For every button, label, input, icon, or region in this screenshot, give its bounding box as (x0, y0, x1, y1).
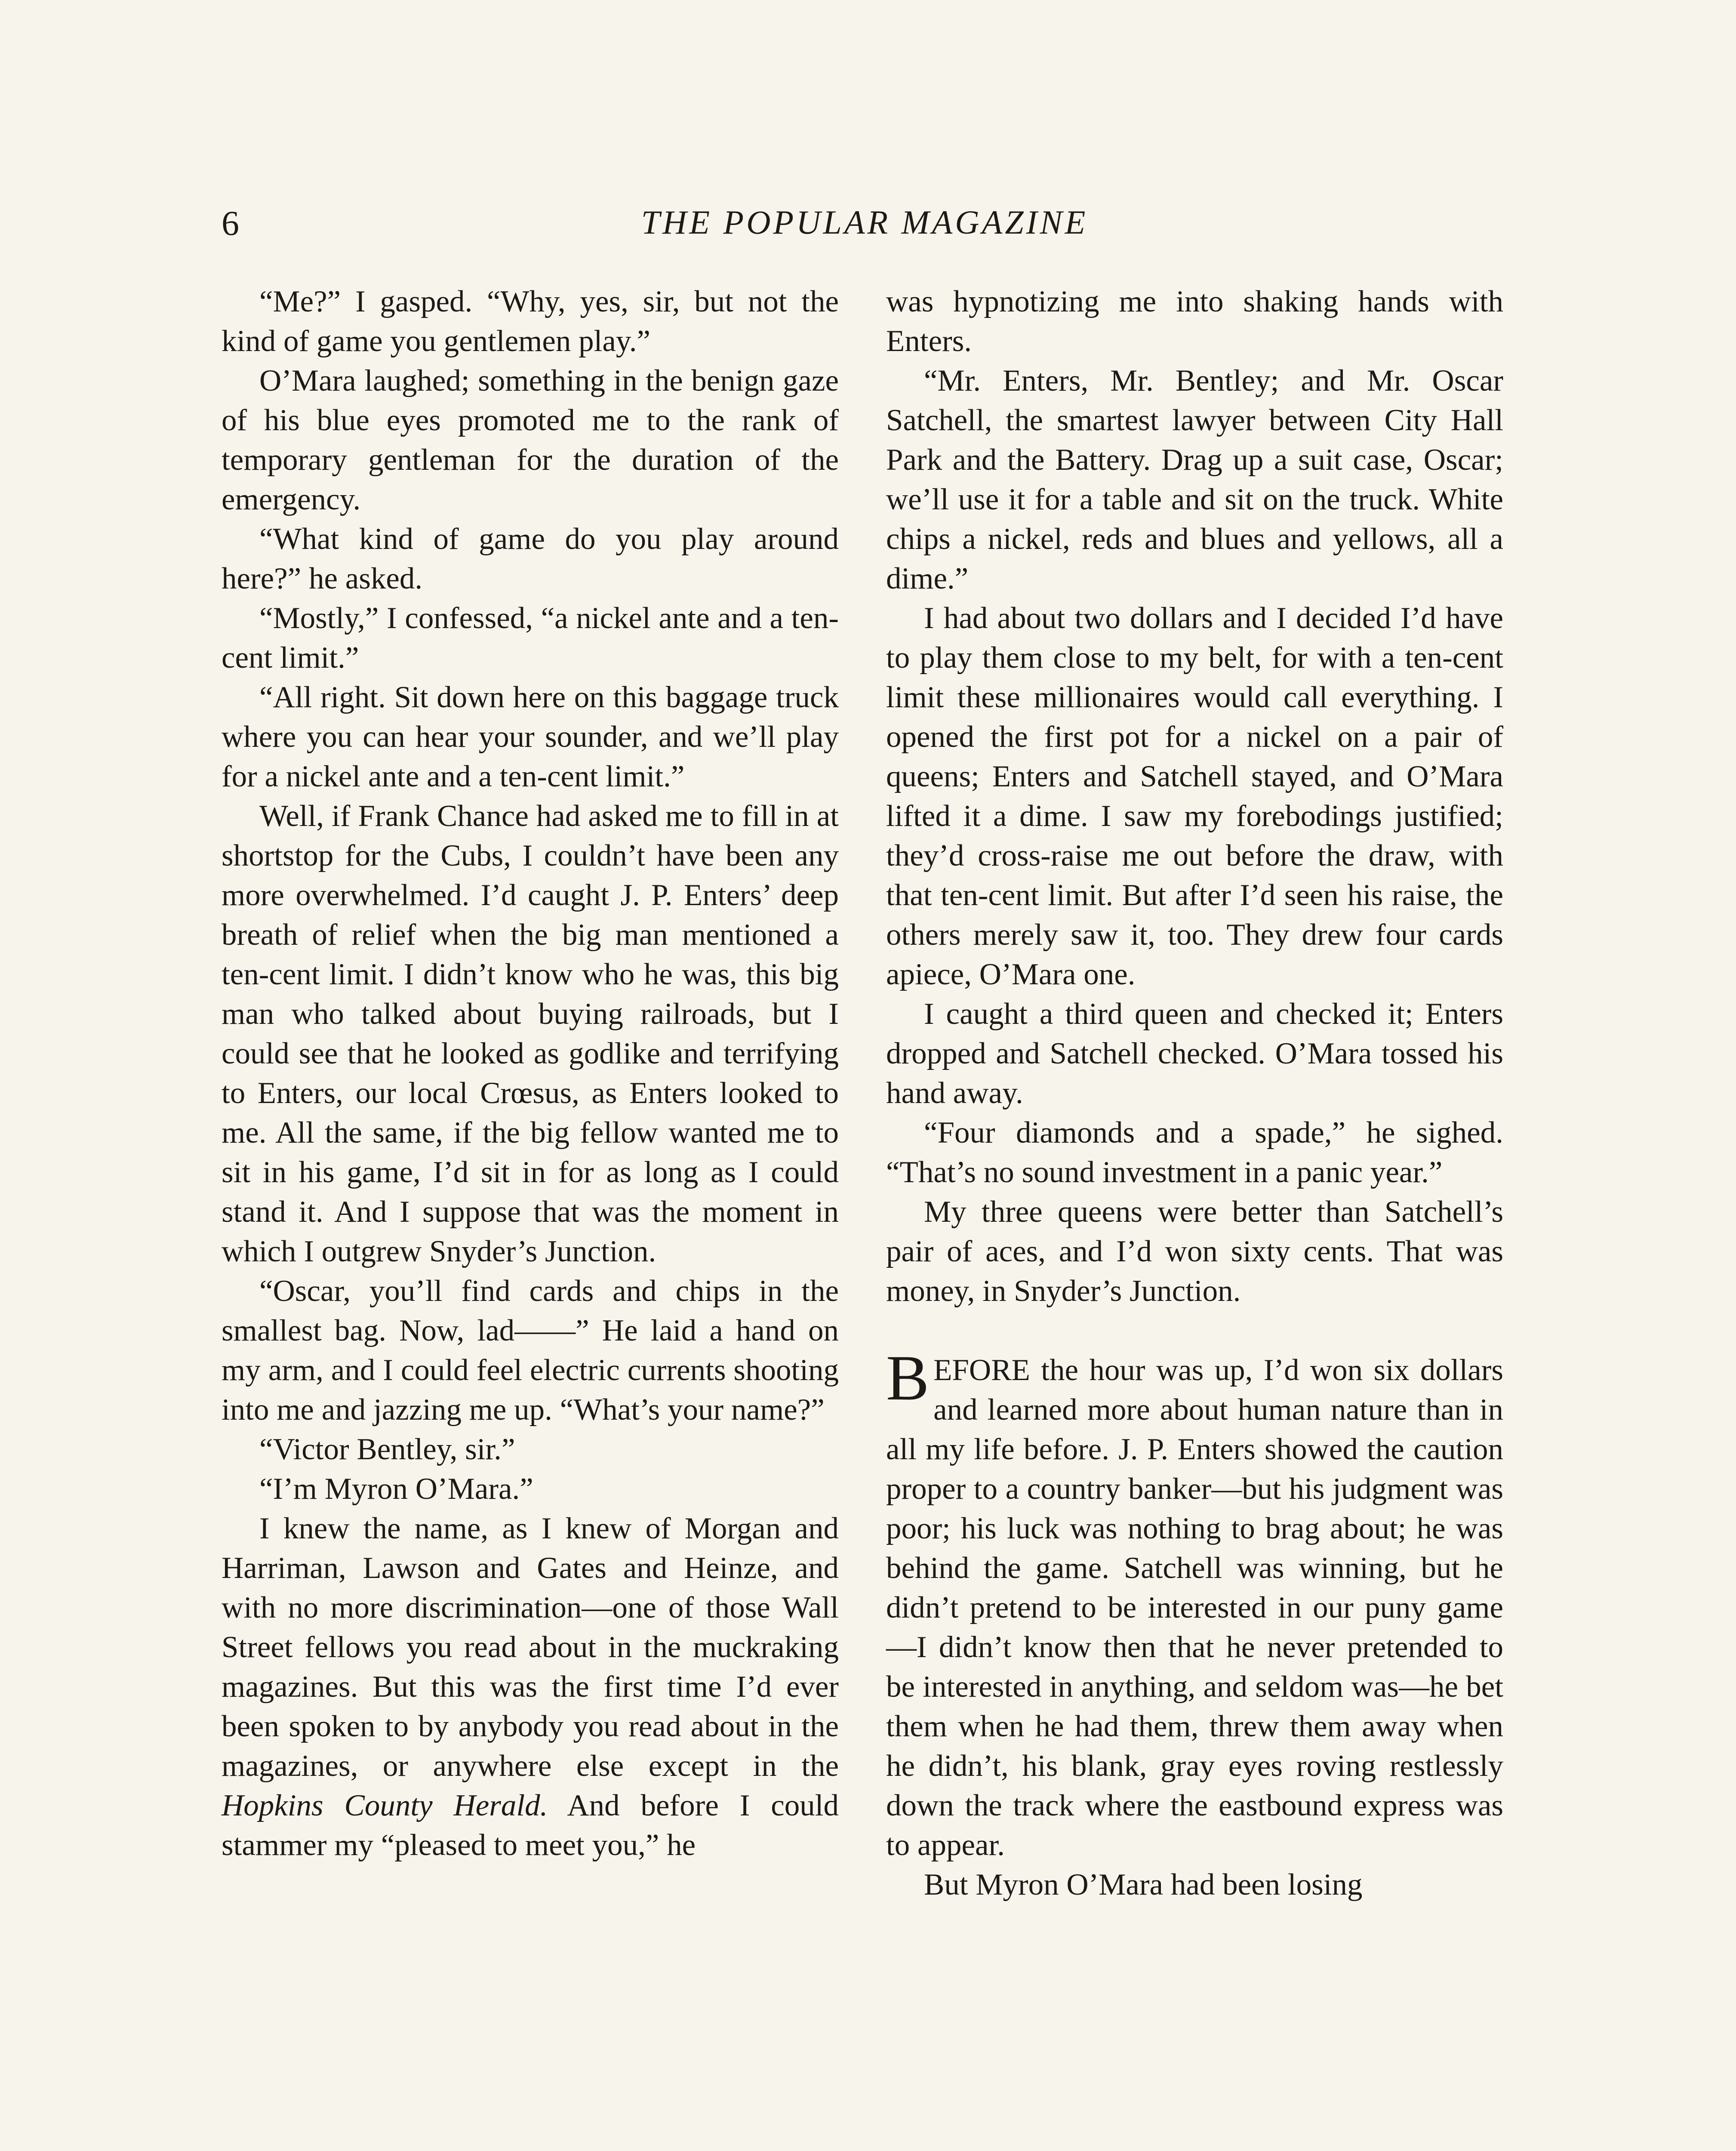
paragraph (222, 1509, 839, 1865)
paragraph: “Me?” I gasped. “Why, yes, sir, but not the kind of game you gentlemen play.” (222, 285, 839, 358)
paragraph: My three queens were better than Satchell’s pair of aces, and I’d won sixty cents. That was money, in Snyder’s Junction. (886, 1195, 1503, 1308)
paragraph: O’Mara laughed; something in the benign gaze of his blue eyes promoted me to the rank of temporary gentleman for the duration of the emergency. (222, 364, 839, 516)
paragraph: “Four diamonds and a spade,” he sighed. “That’s no sound investment in a panic year.” (886, 1116, 1503, 1189)
paragraph: “What kind of game do you play around here?” he asked. (222, 522, 839, 595)
paragraph-text: And before I could stammer my “pleased to meet you,” he (222, 1789, 839, 1862)
section-start-paragraph (886, 1342, 1503, 1865)
paragraph: “All right. Sit down here on this baggage truck where you can hear your sounder, and we’ll play for a nickel ante and a ten-cent limit.” (222, 681, 839, 793)
paragraph-text: I knew the name, as I knew of Morgan and Harriman, Lawson and Gates and Heinze, and with no more discrimination—one of those Wall Street fellows you read about in the muckraking magazines. But this was the first time I’d ever been spoken to by anybody you read about in the magazines, or anywhere else except in the (222, 1512, 839, 1783)
paragraph: “Mr. Enters, Mr. Bentley; and Mr. Oscar Satchell, the smartest lawyer between City Hall Park and the Battery. Drag up a suit case, Oscar; we’ll use it for a table and sit on the truck. White chips a nickel, reds and blues and yellows, all a dime.” (886, 364, 1503, 595)
continued-paragraph: was hypnotizing me into shaking hands with Enters. (886, 285, 1503, 358)
right-column (886, 282, 1503, 1904)
paragraph: I caught a third queen and checked it; Enters dropped and Satchell checked. O’Mara tossed his hand away. (886, 997, 1503, 1110)
running-head: THE POPULAR MAGAZINE (641, 203, 1088, 241)
paragraph: “I’m Myron O’Mara.” (259, 1472, 533, 1506)
paragraph: “Oscar, you’ll find cards and chips in the smallest bag. Now, lad——” He laid a hand on my arm, and I could feel electric currents shooting into me and jazzing me up. “What’s your name?” (222, 1274, 839, 1427)
paragraph: “Mostly,” I confessed, “a nickel ante and a ten-cent limit.” (222, 601, 839, 675)
paragraph-text: the hour was up, I’d won six dollars and learned more about human nature than in all my life before. J. P. Enters showed the caution proper to a country banker—but his judgment was poor; his luck was nothing to brag about; he was behind the game. Satchell was winning, but he didn’t pretend to be interested in our puny game —I didn’t know then that he never pretended to be interested in anything, and seldom was—he bet them when he had them, threw them away when he didn’t, his blank, gray eyes roving restlessly down the track where the eastbound express was to appear. (886, 1353, 1503, 1862)
drop-cap: B (886, 1342, 930, 1414)
small-caps-lead: EFORE (933, 1353, 1030, 1387)
page-number: 6 (222, 203, 239, 243)
paragraph: But Myron O’Mara had been losing (924, 1868, 1363, 1901)
newspaper-title: Hopkins County Herald. (222, 1789, 548, 1822)
paragraph: “Victor Bentley, sir.” (259, 1433, 515, 1466)
left-column (222, 282, 839, 1865)
paragraph: Well, if Frank Chance had asked me to fill in at shortstop for the Cubs, I couldn’t have been any more overwhelmed. I’d caught J. P. Enters’ deep breath of relief when the big man mentioned a ten-cent limit. I didn’t know who he was, this big man who talked about buying railroads, but I could see that he looked as godlike and terrifying to Enters, our local Crœsus, as Enters looked to me. All the same, if the big fellow wanted me to sit in his game, I’d sit in for as long as I could stand it. And I suppose that was the moment in which I outgrew Snyder’s Junction. (222, 799, 839, 1268)
paragraph: I had about two dollars and I decided I’d have to play them close to my belt, for with a ten-cent limit these millionaires would call everything. I opened the first pot for a nickel on a pair of queens; Enters and Satchell stayed, and O’Mara lifted it a dime. I saw my forebodings justified; they’d cross-raise me out before the draw, with that ten-cent limit. But after I’d seen his raise, the others merely saw it, too. They drew four cards apiece, O’Mara one. (886, 601, 1503, 991)
